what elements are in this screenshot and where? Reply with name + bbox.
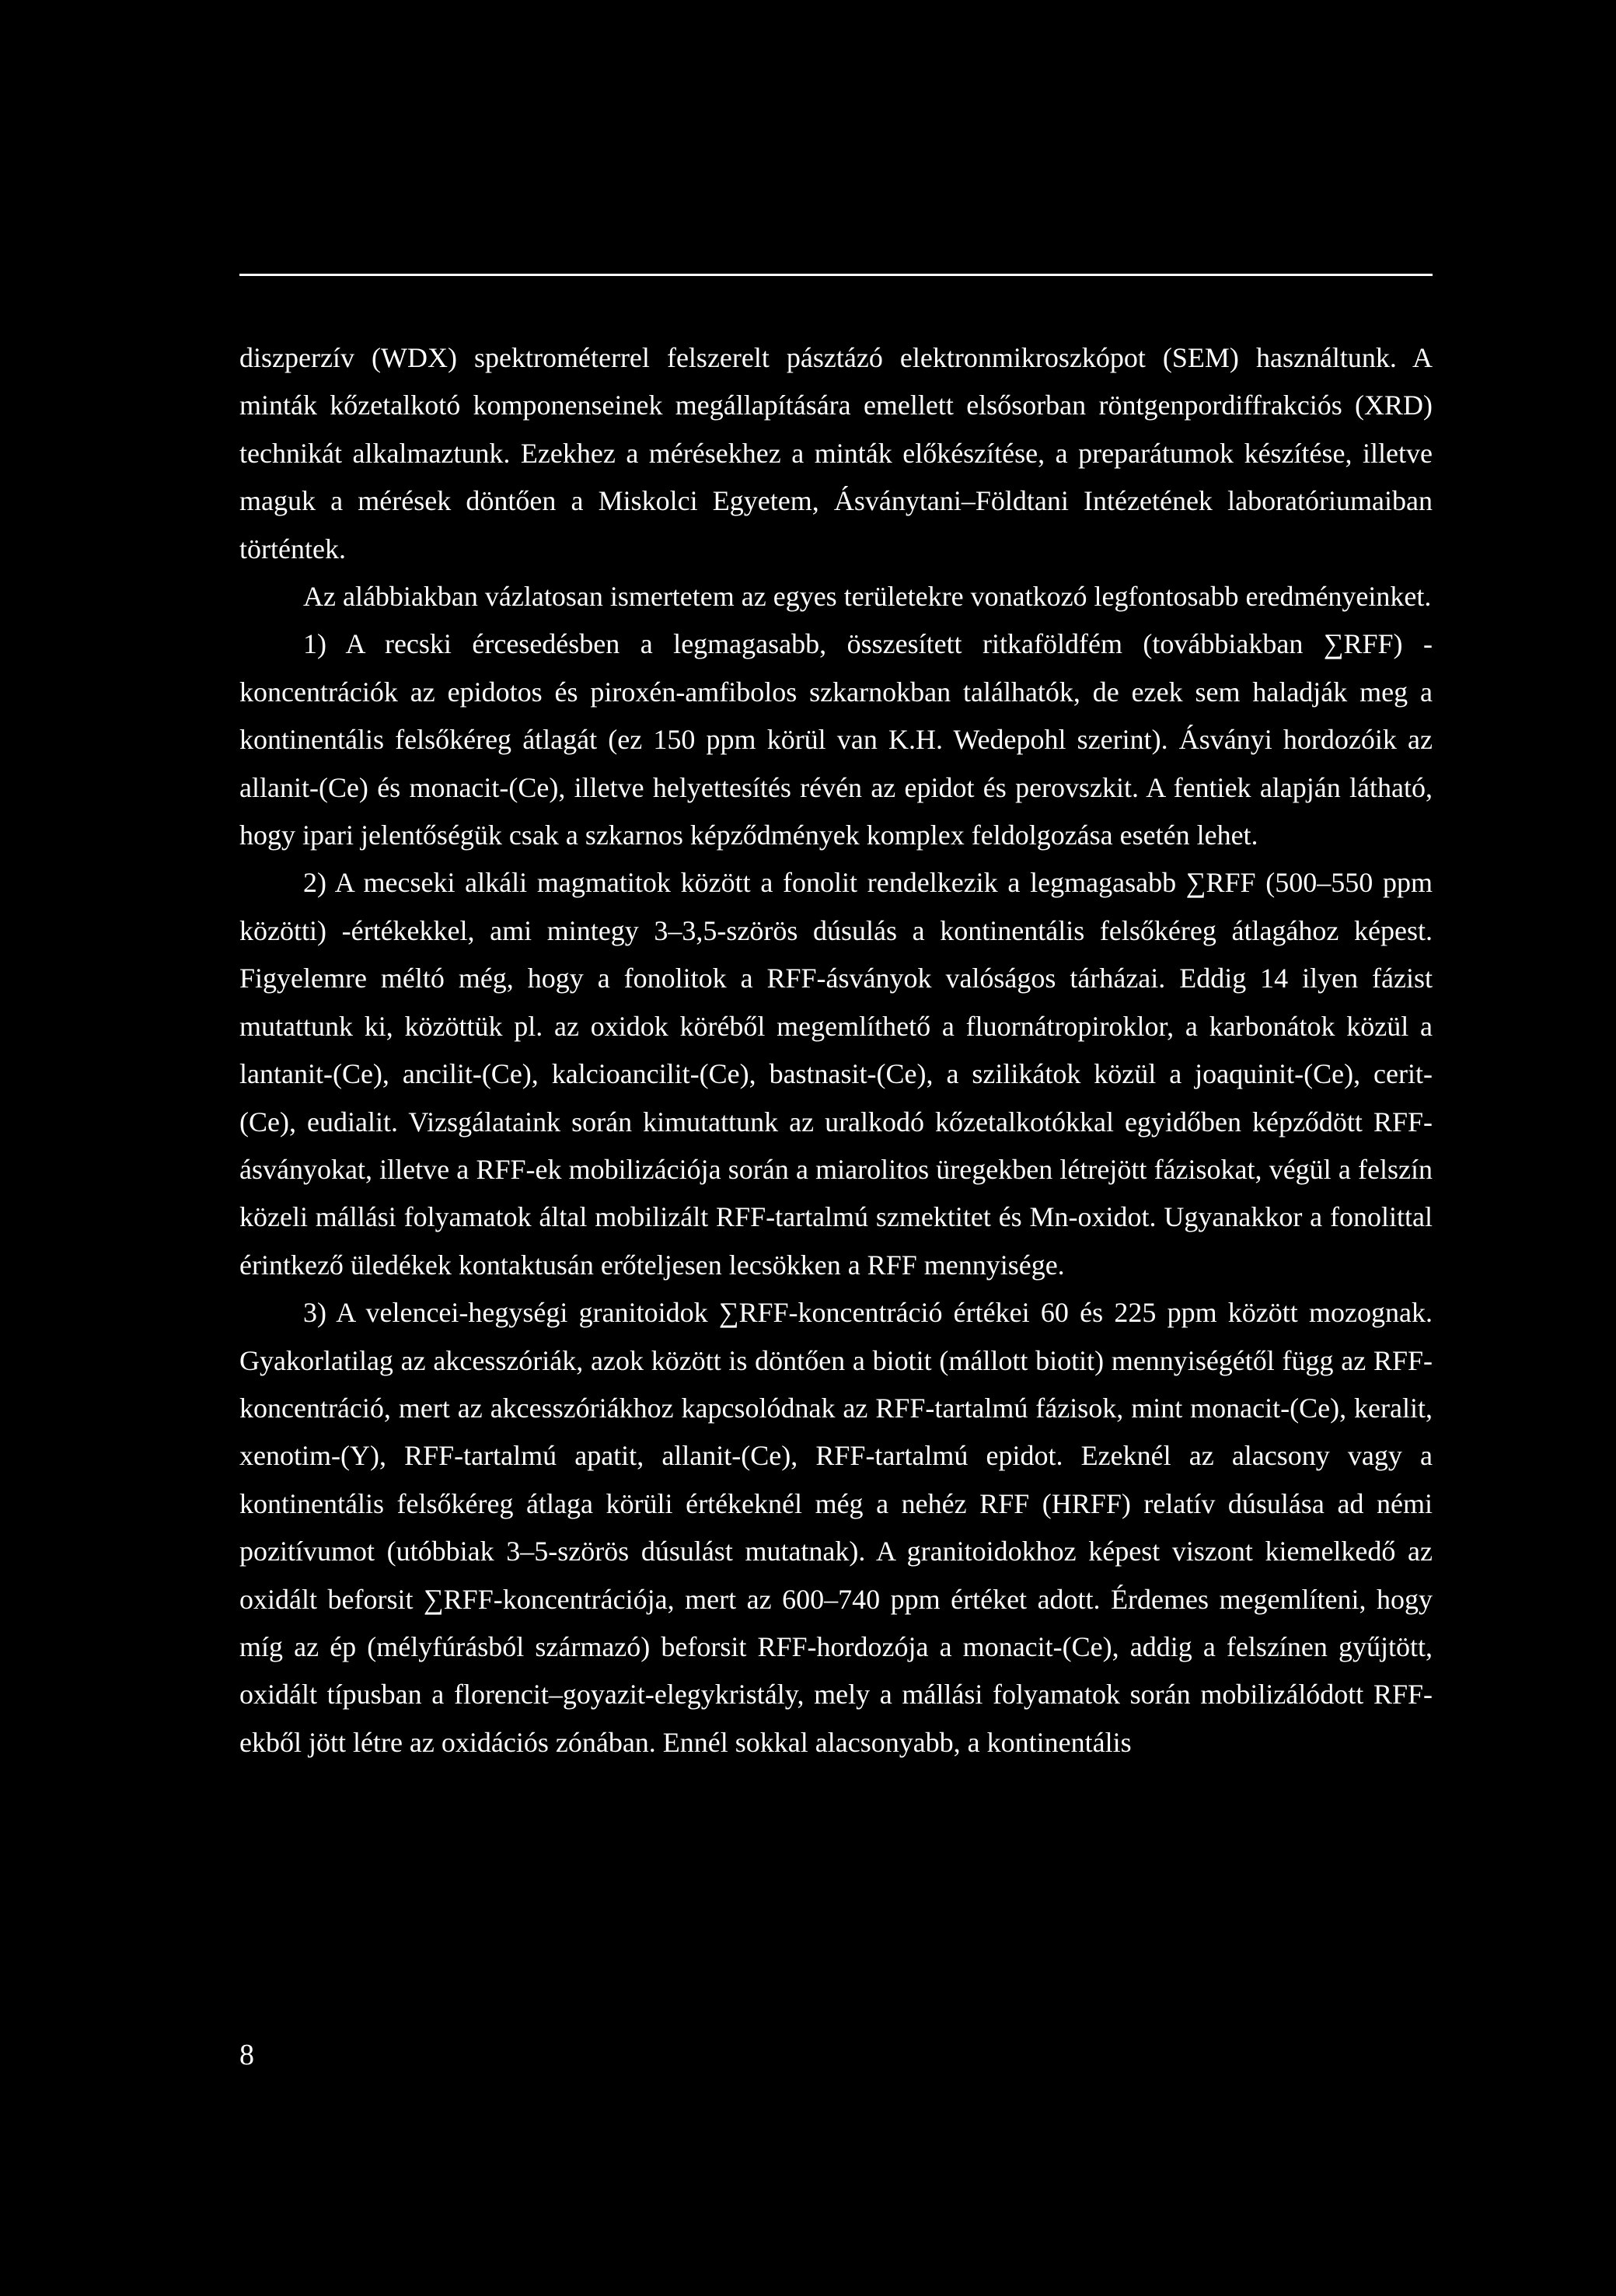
paragraph-methods: diszperzív (WDX) spektrométerrel felszerelt pásztázó elektronmikroszkópot (SEM) használtunk. A minták kőzetalkotó komponenseinek megállapítására emellett elsősorban röntgenpordiffrakciós (XRD) technikát alkalmaztunk. Ezekhez a mérésekhez a minták előkészítése, a preparátumok készítése, illetve maguk a mérések döntően a Miskolci Egyetem, Ásványtani–Földtani Intézetének laboratóriumaiban történtek. — [239, 342, 1433, 564]
paragraph-result-mecsek: 2) A mecseki alkáli magmatitok között a fonolit rendelkezik a legmagasabb ∑RFF (500–550 ppm közötti) -értékekkel, ami mintegy 3–3,5-szörös dúsulás a kontinentális felsőkéreg átlagához képest. Figyelemre méltó még, hogy a fonolitok a RFF-ásványok valóságos tárházai. Eddig 14 ilyen fázist mutattunk ki, közöttük pl. az oxidok köréből megemlíthető a fluornátropiroklor, a karbonátok közül a lantanit-(Ce), ancilit-(Ce), kalcioancilit-(Ce), bastnasit-(Ce), a szilikátok közül a joaquinit-(Ce), cerit-(Ce), eudialit. Vizsgálataink során kimutattunk az uralkodó kőzetalkotókkal egyidőben képződött RFF-ásványokat, illetve a RFF-ek mobilizációja során a miarolitos üregekben létrejött fázisokat, végül a felszín közeli mállási folyamatok által mobilizált RFF-tartalmú szmektitet és Mn-oxidot. Ugyanakkor a fonolittal érintkező üledékek kontaktusán erőteljesen lecsökken a RFF mennyisége. — [239, 867, 1433, 1281]
header-rule — [239, 274, 1433, 276]
paragraph-intro-results: Az alábbiakban vázlatosan ismertetem az egyes területekre vonatkozó legfontosabb eredményeinket. — [303, 581, 1432, 613]
paragraph-result-velence: 3) A velencei-hegységi granitoidok ∑RFF-koncentráció értékei 60 és 225 ppm között mozognak. Gyakorlatilag az akcesszóriák, azok között is döntően a biotit (mállott biotit) mennyiségétől függ az RFF-koncentráció, mert az akcesszóriákhoz kapcsolódnak az RFF-tartalmú fázisok, mint monacit-(Ce), keralit, xenotim-(Y), RFF-tartalmú apatit, allanit-(Ce), RFF-tartalmú epidot. Ezeknél az alacsony vagy a kontinentális felsőkéreg átlaga körüli értékeknél még a nehéz RFF (HRFF) relatív dúsulása ad némi pozitívumot (utóbbiak 3–5-szörös dúsulást mutatnak). A granitoidokhoz képest viszont kiemelkedő az oxidált beforsit ∑RFF-koncentrációja, mert az 600–740 ppm értéket adott. Érdemes megemlíteni, hogy míg az ép (mélyfúrásból származó) beforsit RFF-hordozója a monacit-(Ce), addig a felszínen gyűjtött, oxidált típusban a florencit–goyazit-elegykristály, mely a mállási folyamatok során mobilizálódott RFF-ekből jött létre az oxidációs zónában. Ennél sokkal alacsonyabb, a kontinentális — [239, 1297, 1433, 1758]
paragraph-result-recsk: 1) A recski ércesedésben a legmagasabb, összesített ritkaföldfém (továbbiakban ∑RFF) -koncentrációk az epidotos és piroxén-amfibolos szkarnokban találhatók, de ezek sem haladják meg a kontinentális felsőkéreg átlagát (ez 150 ppm körül van K.H. Wedepohl szerint). Ásványi hordozóik az allanit-(Ce) és monacit-(Ce), illetve helyettesítés révén az epidot és perovszkit. A fentiek alapján látható, hogy ipari jelentőségük csak a szkarnos képződmények komplex feldolgozása esetén lehet. — [239, 628, 1433, 851]
page-body — [239, 334, 1433, 1767]
page-number: 8 — [239, 2039, 254, 2071]
